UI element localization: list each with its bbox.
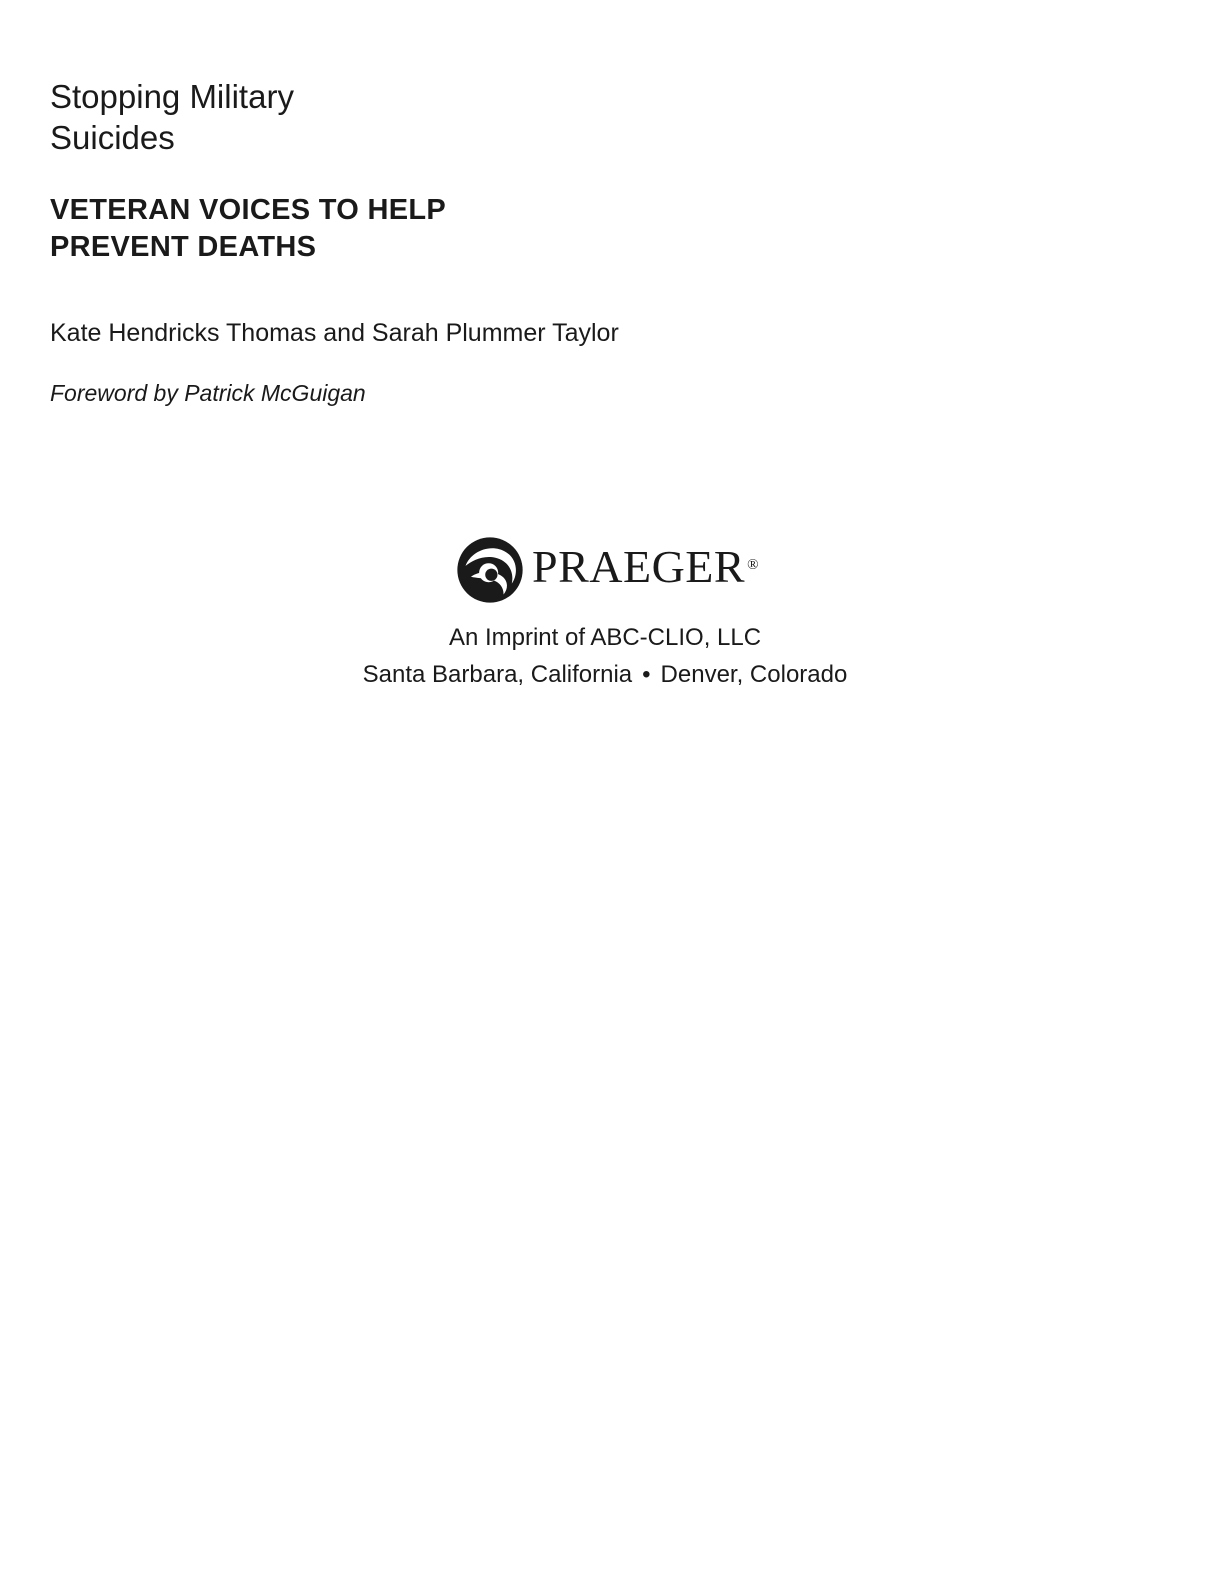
book-subtitle-line-1: VETERAN VOICES TO HELP (50, 194, 447, 226)
book-subtitle-line-2: PREVENT DEATHS (50, 231, 317, 263)
authors: Kate Hendricks Thomas and Sarah Plummer Taylor (50, 319, 619, 347)
book-title (50, 76, 294, 158)
book-subtitle (50, 192, 446, 266)
foreword-credit: Foreword by Patrick McGuigan (50, 380, 366, 406)
publisher-name: PRAEGER (532, 541, 746, 592)
publisher-locations (0, 659, 1210, 691)
book-title-line-2: Suicides (50, 119, 175, 156)
book-title-line-1: Stopping Military (50, 78, 294, 115)
publisher-logo-wordmark (532, 541, 759, 593)
location-denver: Denver, Colorado (660, 661, 848, 688)
registered-mark: ® (747, 557, 759, 573)
location-separator: • (642, 661, 651, 688)
imprint-line: An Imprint of ABC-CLIO, LLC (448, 624, 762, 651)
publisher-logo (456, 532, 759, 608)
location-santa-barbara: Santa Barbara, California (362, 661, 633, 688)
praeger-swirl-icon (456, 536, 524, 604)
